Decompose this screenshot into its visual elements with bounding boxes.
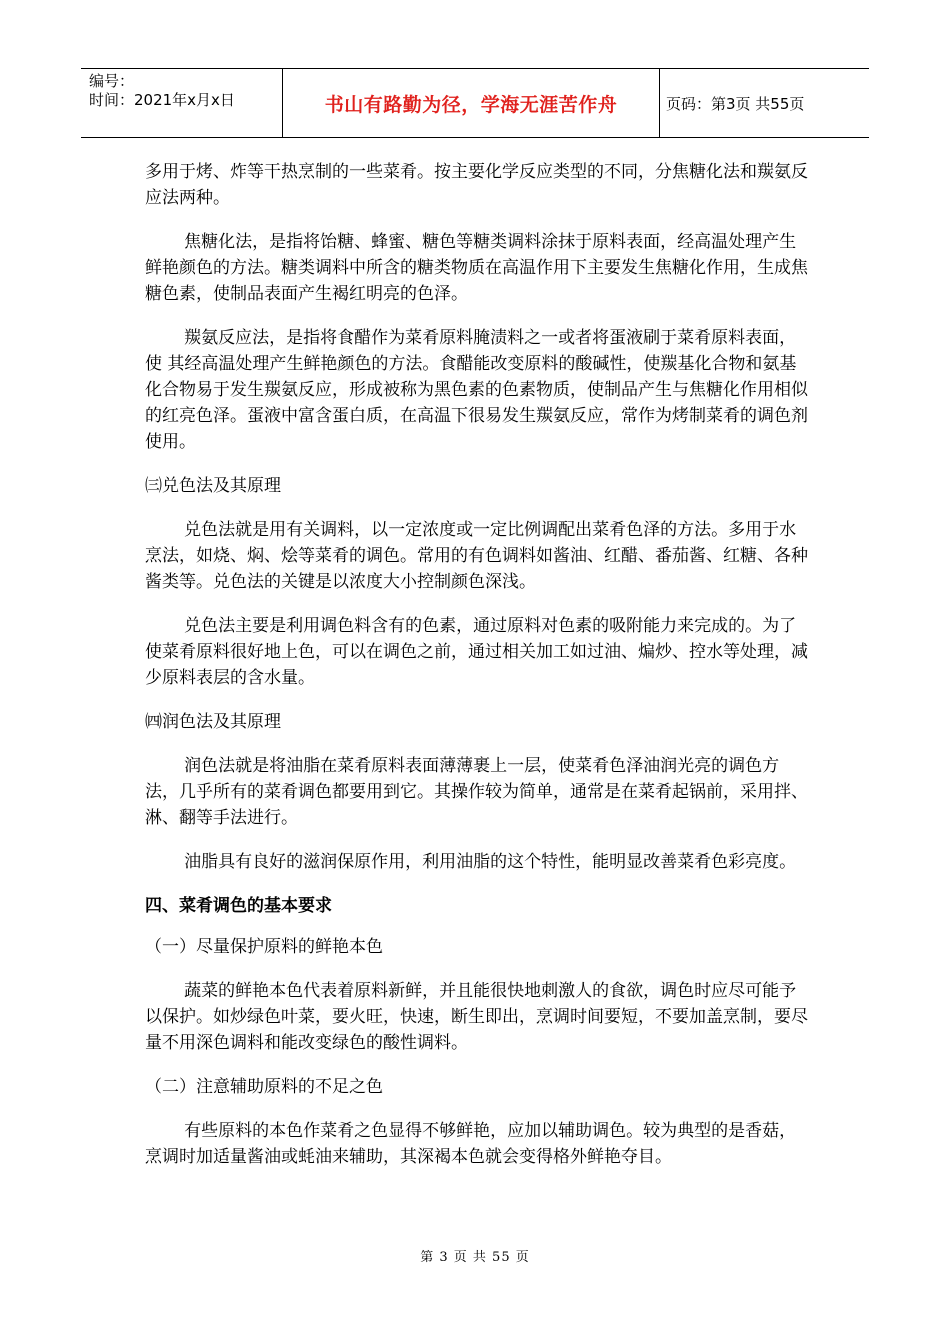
paragraph: 兑色法就是用有关调料，以一定浓度或一定比例调配出菜肴色泽的方法。多用于水烹法，如烧、焖、烩等菜肴的调色。常用的有色调料如酱油、红醋、番茄酱、红糖、各种酱类等。兑色法的关键是以浓度大小控制颜色深浅。: [145, 520, 808, 592]
section-heading: （一）尽量保护原料的鲜艳本色: [145, 937, 383, 957]
paragraph: 蔬菜的鲜艳本色代表着原料新鲜，并且能很快地刺激人的食欲，调色时应尽可能予以保护。如炒绿色叶菜，要火旺，快速，断生即出，烹调时间要短，不要加盖烹制，要尽量不用深色调料和能改变绿色的酸性调料。: [145, 981, 808, 1053]
header-divider: [659, 69, 660, 137]
paragraph: 羰氨反应法，是指将食醋作为菜肴原料腌渍料之一或者将蛋液刷于菜肴原料表面，使 其经高温处理产生鲜艳颜色的方法。食醋能改变原料的酸碱性，使羰基化合物和氨基化合物易于发生羰氨反应，形成被称为黑色素的色素物质，使制品产生与焦糖化作用相似的红亮色泽。蛋液中富含蛋白质，在高温下很易发生羰氨反应，常作为烤制菜肴的调色剂使用。: [145, 328, 808, 452]
paragraph: 焦糖化法，是指将饴糖、蜂蜜、糖色等糖类调料涂抹于原料表面，经高温处理产生鲜艳颜色的方法。糖类调料中所含的糖类物质在高温作用下主要发生焦糖化作用，生成焦糖色素，使制品表面产生褐红明亮的色泽。: [145, 232, 808, 304]
section-heading: ㈢兑色法及其原理: [145, 476, 281, 496]
document-body: [145, 159, 810, 1170]
paragraph: 润色法就是将油脂在菜肴原料表面薄薄裹上一层，使菜肴色泽油润光亮的调色方法，几乎所有的菜肴调色都要用到它。其操作较为简单，通常是在菜肴起锅前，采用拌、淋、翻等手法进行。: [145, 756, 808, 828]
document-time-label: 时间：2021年x月x日: [89, 91, 235, 109]
header-meta: [89, 72, 279, 110]
document-number-label: 编号：: [89, 72, 135, 90]
page-header: [81, 68, 869, 138]
section-heading: （二）注意辅助原料的不足之色: [145, 1077, 383, 1097]
chapter-heading: 四、菜肴调色的基本要求: [145, 896, 332, 916]
header-page-info: 页码：第3页 共55页: [666, 94, 805, 113]
header-motto: 书山有路勤为径，学海无涯苦作舟: [324, 93, 618, 116]
page-footer: 第 3 页 共 55 页: [420, 1250, 530, 1265]
paragraph: 多用于烤、炸等干热烹制的一些菜肴。按主要化学反应类型的不同，分焦糖化法和羰氨反应法两种。: [145, 162, 808, 208]
paragraph: 兑色法主要是利用调色料含有的色素，通过原料对色素的吸附能力来完成的。为了使菜肴原料很好地上色，可以在调色之前，通过相关加工如过油、煸炒、控水等处理，减少原料表层的含水量。: [145, 616, 808, 688]
section-heading: ㈣润色法及其原理: [145, 712, 281, 732]
paragraph: 有些原料的本色作菜肴之色显得不够鲜艳，应加以辅助调色。较为典型的是香菇，烹调时加适量酱油或蚝油来辅助，其深褐本色就会变得格外鲜艳夺目。: [145, 1121, 797, 1167]
paragraph: 油脂具有良好的滋润保原作用，利用油脂的这个特性，能明显改善菜肴色彩亮度。: [184, 852, 797, 872]
